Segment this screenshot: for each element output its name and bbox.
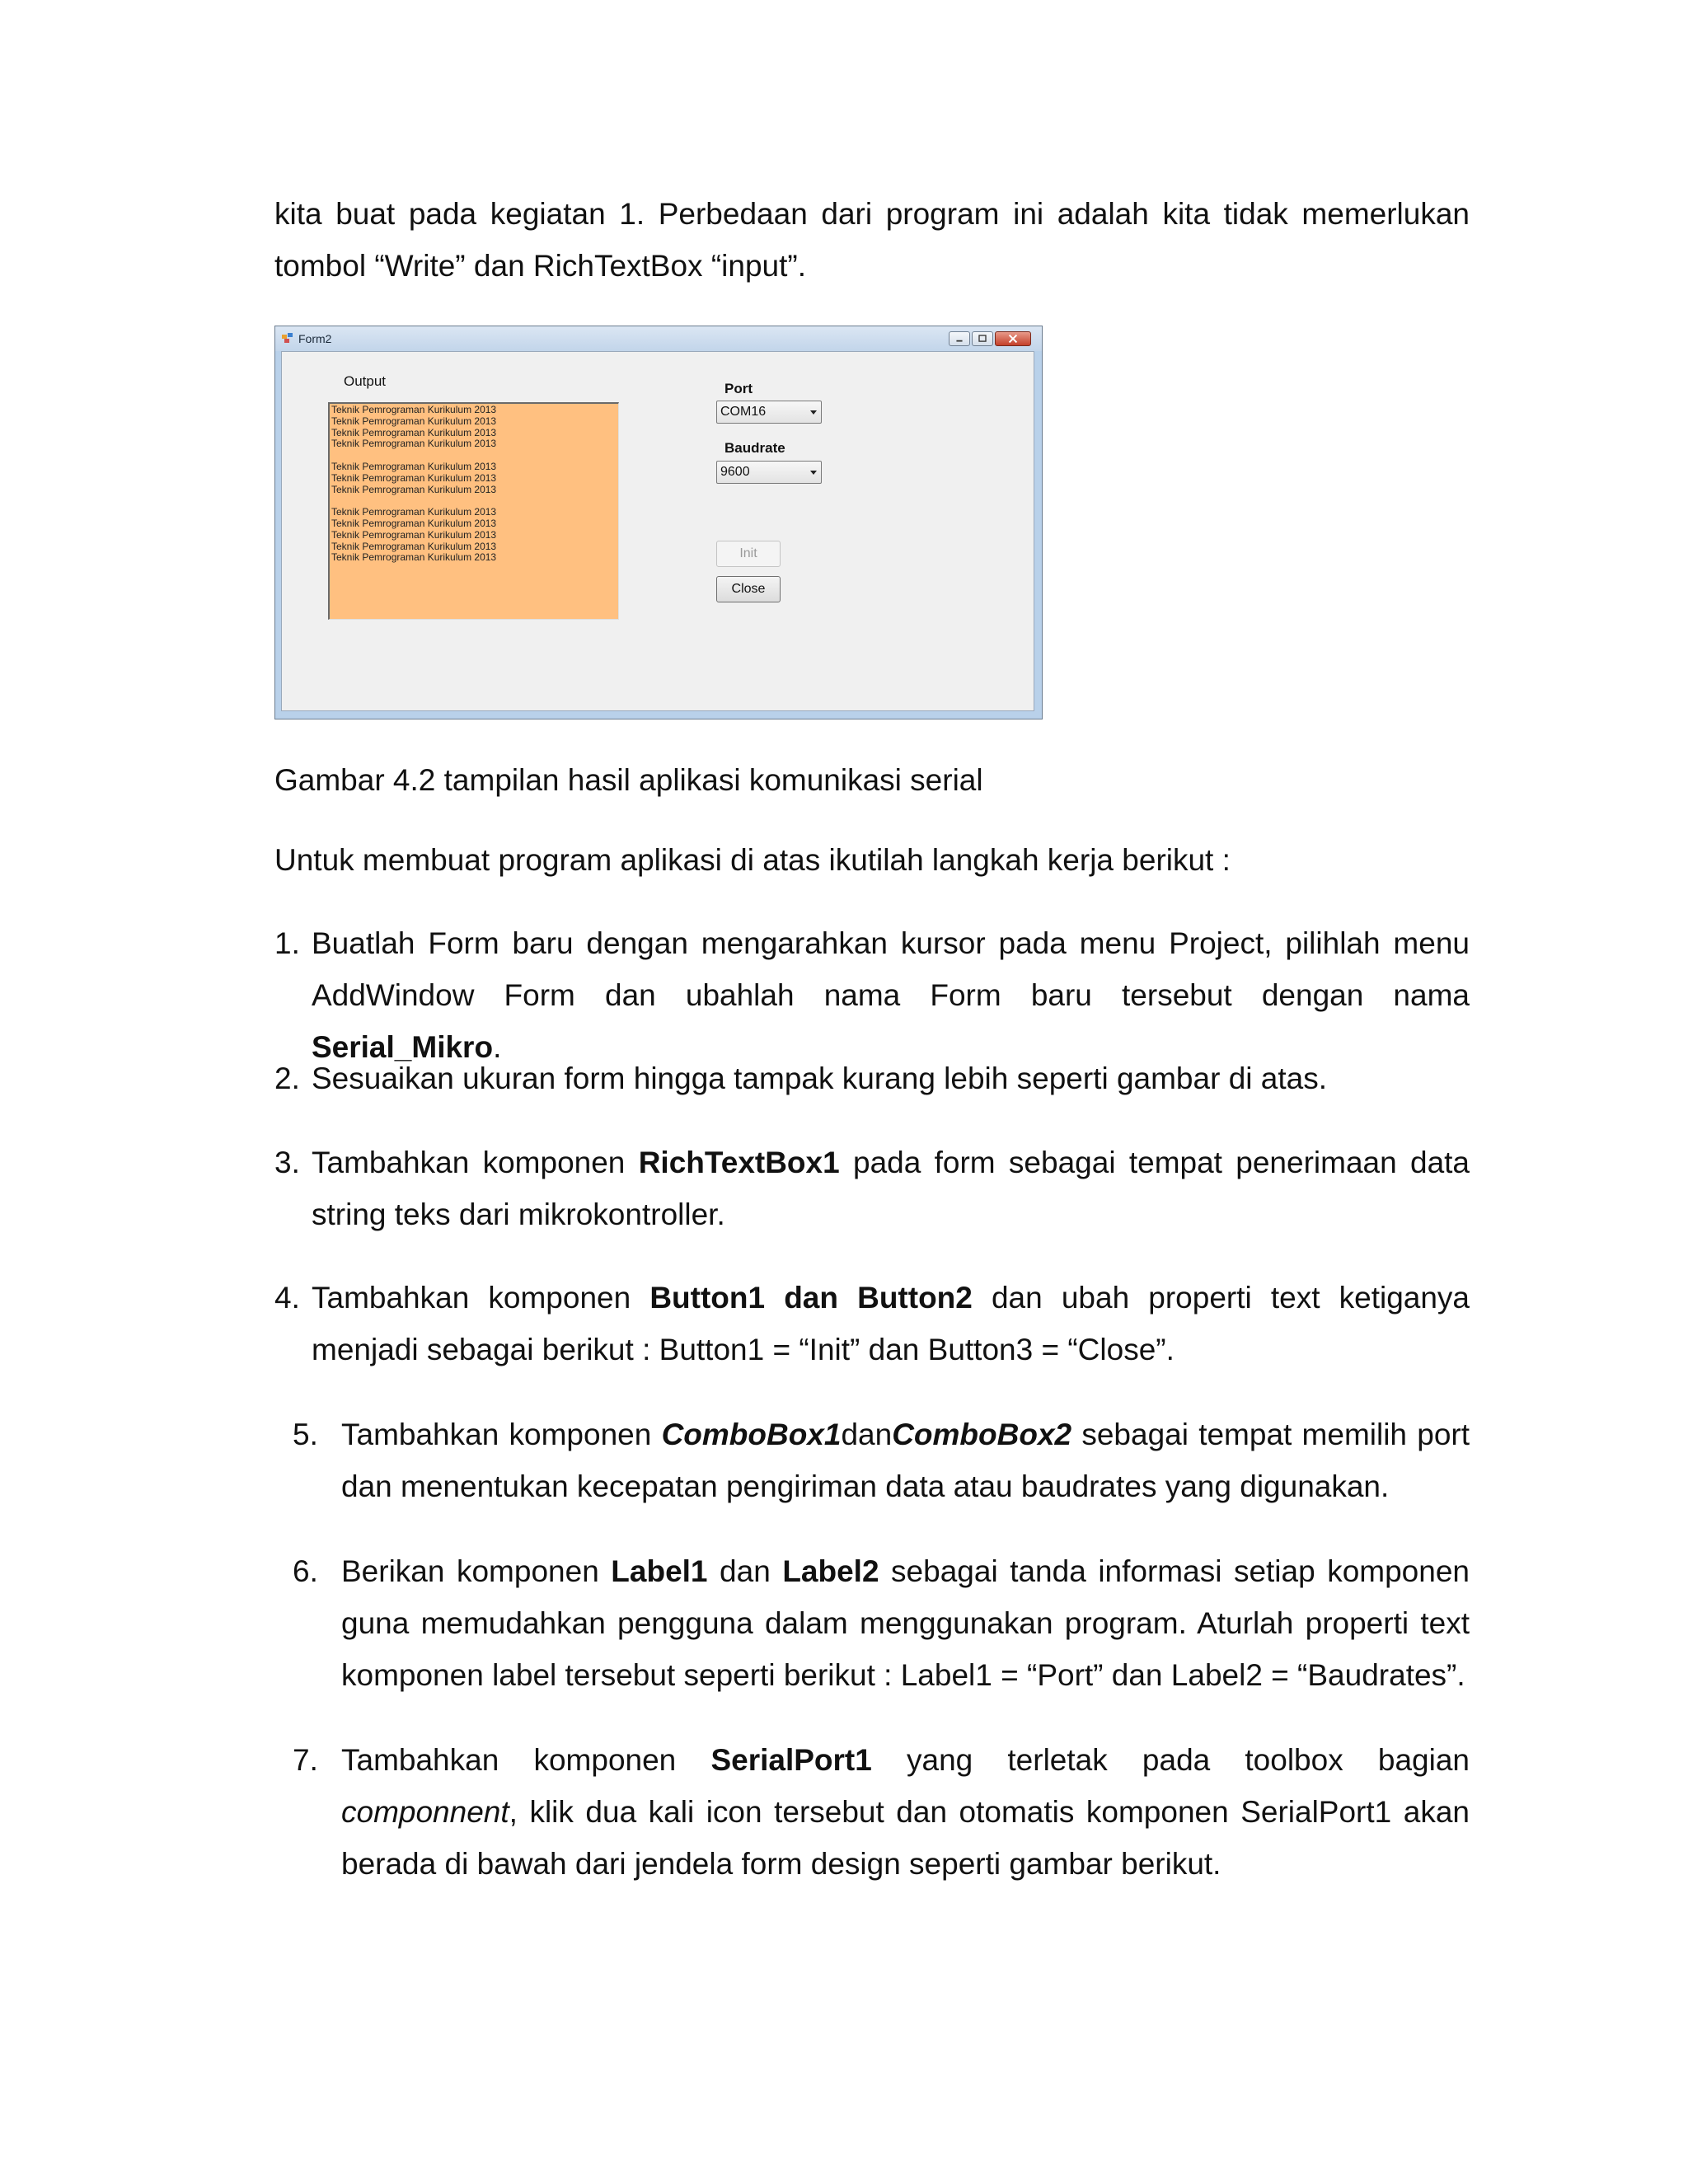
intro-paragraph xyxy=(274,188,1470,292)
port-combobox[interactable] xyxy=(716,401,822,424)
output-line: Teknik Pemrograman Kurikulum 2013 xyxy=(331,528,497,541)
list-item xyxy=(293,1408,1470,1512)
minimize-button[interactable] xyxy=(949,331,970,346)
app-icon xyxy=(282,333,293,343)
window-titlebar xyxy=(275,326,1042,351)
chevron-down-icon xyxy=(810,471,817,475)
list-item-number: 1. xyxy=(274,926,300,960)
minimize-icon xyxy=(950,332,969,345)
output-label: Output xyxy=(344,373,387,389)
list-item-text: Tambahkan komponen SerialPort1 yang terletak pada toolbox bagian componnent, klik dua kali icon tersebut dan otomatis komponen SerialPort1 akan berada di bawah dari jendela form design seperti gambar berikut. xyxy=(341,1743,1470,1881)
list-item-text: Tambahkan komponen ComboBox1danComboBox2 sebagai tempat memilih port dan menentukan kecepatan pengiriman data atau baudrates yang digunakan. xyxy=(341,1418,1470,1503)
close-icon xyxy=(996,332,1030,345)
output-richtextbox[interactable] xyxy=(328,402,619,620)
list-item-number: 7. xyxy=(293,1743,318,1777)
baudrate-combobox[interactable] xyxy=(716,461,822,484)
form-client-area xyxy=(281,351,1034,711)
output-line xyxy=(331,450,617,462)
form2-screenshot xyxy=(274,326,1043,719)
output-line: Teknik Pemrograman Kurikulum 2013 xyxy=(331,517,497,529)
output-line: Teknik Pemrograman Kurikulum 2013 xyxy=(331,404,497,415)
intro-line-2: tombol “Write” dan RichTextBox “input”. xyxy=(274,249,806,283)
list-item-number: 4. xyxy=(274,1281,300,1315)
close-button[interactable]: Close xyxy=(716,576,781,602)
output-line: Teknik Pemrograman Kurikulum 2013 xyxy=(331,471,497,484)
list-item xyxy=(274,917,1470,1073)
baudrate-combobox-value: 9600 xyxy=(720,465,750,479)
list-item xyxy=(293,1545,1470,1701)
output-line: Teknik Pemrograman Kurikulum 2013 xyxy=(331,551,497,564)
list-item-text: Tambahkan komponen RichTextBox1 pada form sebagai tempat penerimaan data string teks dari mikrokontroller. xyxy=(312,1146,1470,1231)
maximize-icon xyxy=(973,332,992,345)
output-line: Teknik Pemrograman Kurikulum 2013 xyxy=(331,460,497,472)
port-combobox-value: COM16 xyxy=(720,405,767,419)
output-line: Teknik Pemrograman Kurikulum 2013 xyxy=(331,483,497,495)
list-item-number: 3. xyxy=(274,1146,300,1179)
output-line xyxy=(331,495,617,507)
list-item-text: Berikan komponen Label1 dan Label2 sebagai tanda informasi setiap komponen guna memudahkan pengguna dalam menggunakan program. Aturlah properti text komponen label tersebut seperti berikut : Label1 = “Port” dan Label2 = “Baudrates”. xyxy=(341,1554,1470,1692)
list-item-number: 6. xyxy=(293,1554,318,1588)
list-item xyxy=(274,1052,1470,1104)
list-item-text: Sesuaikan ukuran form hingga tampak kurang lebih seperti gambar di atas. xyxy=(312,1062,1327,1095)
list-item xyxy=(274,1137,1470,1240)
list-item-text: Buatlah Form baru dengan mengarahkan kursor pada menu Project, pilihlah menu AddWindow Form dan ubahlah nama Form baru tersebut dengan nama Serial_Mikro. xyxy=(312,926,1470,1064)
list-item-number: 2. xyxy=(274,1062,300,1095)
port-label: Port xyxy=(724,381,753,396)
list-item xyxy=(293,1734,1470,1890)
maximize-button[interactable] xyxy=(972,331,993,346)
figure-caption: Gambar 4.2 tampilan hasil aplikasi komunikasi serial xyxy=(274,763,983,797)
lead-paragraph: Untuk membuat program aplikasi di atas ikutilah langkah kerja berikut : xyxy=(274,843,1231,877)
list-item-number: 5. xyxy=(293,1418,318,1451)
intro-line-1: kita buat pada kegiatan 1. Perbedaan dari program ini adalah kita tidak memerlukan xyxy=(274,197,1470,231)
output-line: Teknik Pemrograman Kurikulum 2013 xyxy=(331,540,497,552)
baudrate-label: Baudrate xyxy=(724,440,785,456)
output-line: Teknik Pemrograman Kurikulum 2013 xyxy=(331,426,497,438)
window-title: Form2 xyxy=(298,332,332,345)
chevron-down-icon xyxy=(810,410,817,415)
window-close-button[interactable] xyxy=(995,331,1031,346)
output-line: Teknik Pemrograman Kurikulum 2013 xyxy=(331,415,497,427)
output-line: Teknik Pemrograman Kurikulum 2013 xyxy=(331,506,497,518)
init-button[interactable]: Init xyxy=(716,541,781,567)
output-line: Teknik Pemrograman Kurikulum 2013 xyxy=(331,438,497,450)
list-item-text: Tambahkan komponen Button1 dan Button2 dan ubah properti text ketiganya menjadi sebagai berikut : Button1 = “Init” dan Button3 = “Close”. xyxy=(312,1281,1470,1366)
list-item xyxy=(274,1272,1470,1376)
